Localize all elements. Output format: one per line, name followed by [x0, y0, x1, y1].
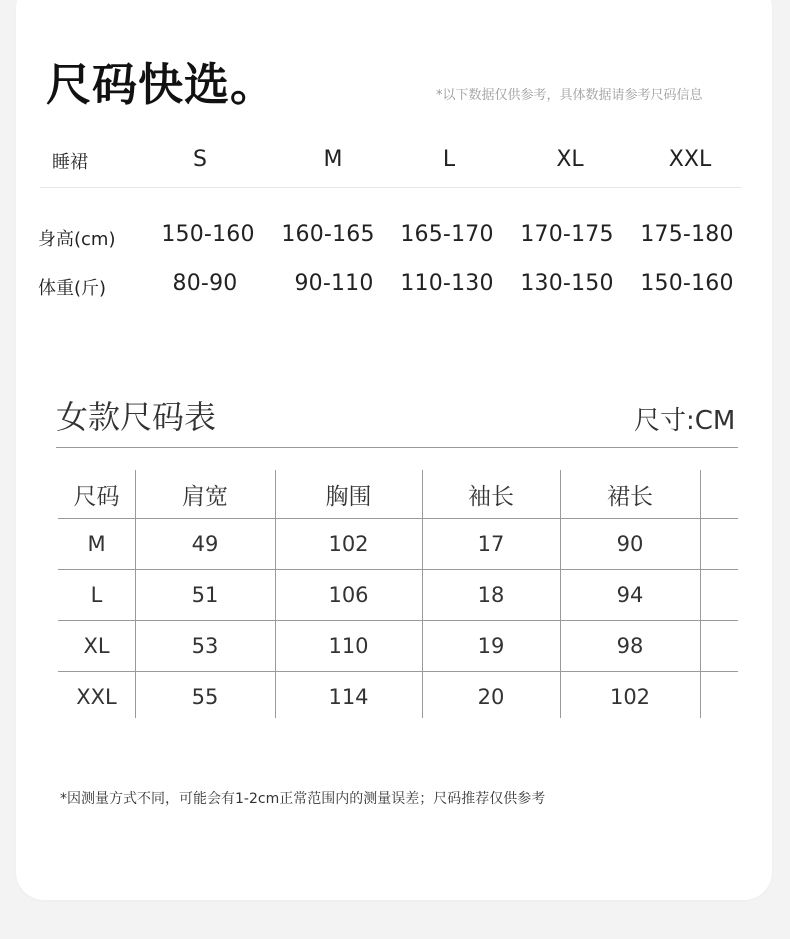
size-header-s: S [193, 147, 207, 172]
weight-value: 130-150 [520, 271, 614, 296]
table-row [58, 621, 738, 672]
quick-select-note: *以下数据仅供参考，具体数据请参考尺码信息 [436, 88, 703, 103]
table-cell: 55 [191, 685, 219, 709]
table-cell: 90 [616, 532, 644, 556]
height-value: 170-175 [520, 222, 614, 247]
measurement-footnote: *因测量方式不同，可能会有1-2cm正常范围内的测量误差；尺码推荐仅供参考 [60, 791, 546, 807]
height-label: 身高(cm) [38, 229, 116, 250]
size-header-m: M [323, 147, 343, 172]
header-divider [40, 187, 742, 188]
table-cell: 18 [477, 583, 505, 607]
table-cell: 17 [477, 532, 505, 556]
table-header-row [58, 470, 738, 519]
size-guide-card [16, 0, 772, 900]
table-cell: L [90, 583, 103, 607]
table-row [58, 570, 738, 621]
table-row [58, 672, 738, 722]
garment-label: 睡裙 [52, 152, 88, 173]
weight-label: 体重(斤) [38, 278, 107, 299]
table-cell: 102 [609, 685, 651, 709]
weight-value: 90-110 [294, 271, 374, 296]
table-cell: 98 [616, 634, 644, 658]
column-header-size: 尺码 [73, 483, 120, 510]
table-cell: 51 [191, 583, 219, 607]
size-header-l: L [442, 147, 456, 172]
table-cell: 20 [477, 685, 505, 709]
quick-select-title: 尺码快选。 [46, 58, 277, 111]
column-header-sleeve: 袖长 [468, 483, 514, 510]
column-header-skirt-length: 裙长 [607, 483, 653, 510]
size-header-xxl: XXL [668, 147, 712, 172]
height-value: 175-180 [640, 222, 734, 247]
table-cell: 110 [328, 634, 369, 658]
table-cell: 19 [477, 634, 505, 658]
weight-value: 80-90 [172, 271, 238, 296]
height-value: 165-170 [400, 222, 494, 247]
column-header-shoulder: 肩宽 [182, 483, 228, 510]
size-table-title: 女款尺码表 [56, 398, 217, 436]
table-cell: 102 [328, 532, 369, 556]
table-cell: XXL [76, 685, 117, 709]
table-cell: 94 [616, 583, 644, 607]
height-value: 160-165 [281, 222, 375, 247]
size-header-xl: XL [556, 147, 584, 172]
height-value: 150-160 [161, 222, 255, 247]
table-row [58, 519, 738, 570]
size-table [58, 470, 738, 722]
table-cell: 53 [191, 634, 219, 658]
table-cell: 49 [191, 532, 219, 556]
size-table-unit: 尺寸:CM [634, 406, 736, 436]
weight-value: 110-130 [400, 271, 494, 296]
weight-value: 150-160 [640, 271, 734, 296]
table-cell: M [87, 532, 106, 556]
column-header-chest: 胸围 [325, 483, 372, 510]
table-cell: 114 [328, 685, 369, 709]
table-cell: XL [83, 634, 110, 658]
size-table-rule [56, 447, 738, 448]
table-cell: 106 [328, 583, 369, 607]
